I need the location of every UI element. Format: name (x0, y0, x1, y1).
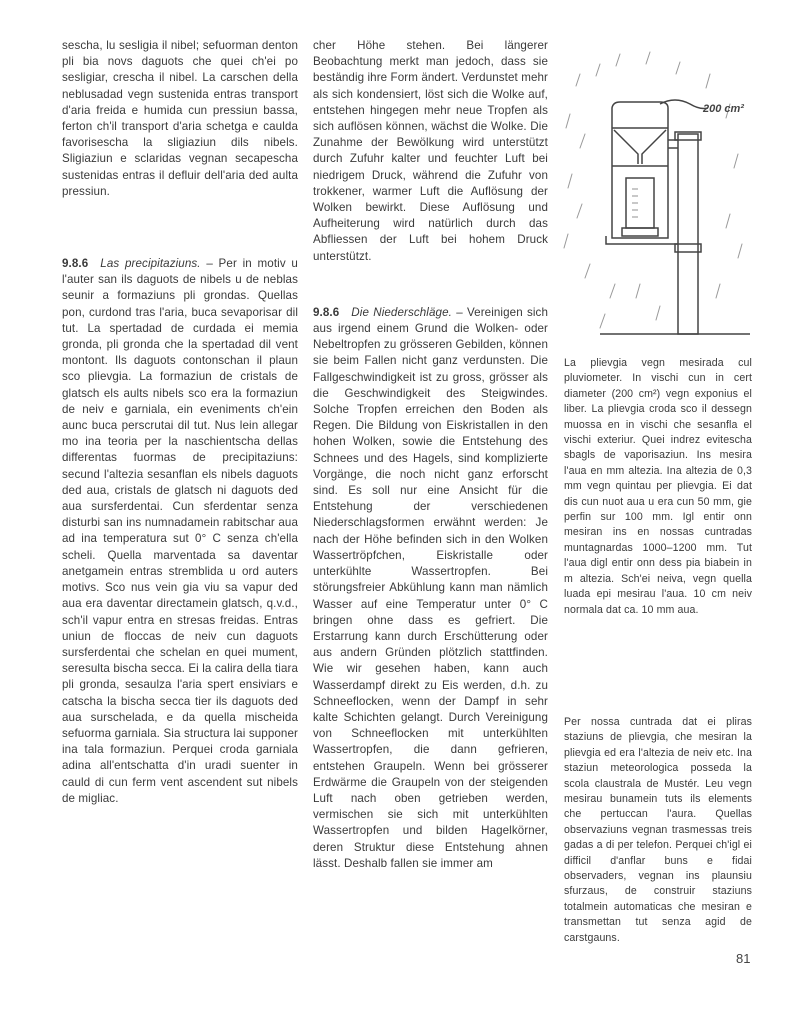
paragraph-clouds-german: cher Höhe stehen. Bei längerer Beobachtung merkt man jedoch, dass sie beständig ihre Form ändert. Verdunstet mehr als sich kondensiert, löst sich die Wolke auf, entstehen hingegen mehr neue Tropfen als sich auflösen können, wächst die Wolke. Die Zunahme der Bewölkung wird unterstützt durch Zufuhr kalter und feuchter Luft bei niedrigem Druck, während die Zufuhr von trokkener, warmer Luft die Auflösung der Wolken bewirkt. Diese Auflösung und Aufheiterung wird natürlich durch das Abfliessen der Luft bei hohem Druck unterstützt. (313, 39, 549, 263)
area-label: 200 cm² (703, 103, 744, 115)
figure-caption (564, 356, 752, 618)
sidebar-note (564, 715, 752, 946)
section-niederschlaege (313, 305, 548, 872)
section-body: – Per in motiv u l'auter san ils daguots de nibels u de neblas seunir a formaziuns pli grondas. Quellas pon, curdond tras l'aria, buca sevaporisar dil tut. La spertadad de curdada ei memia gronda, pli gronda che la spertadad dil vent montont. Ils daguots contonschan il plaun sco plievgia. La formaziun de cristals de glatsch els aults nibels sco era la formaziun de neiv e garniala, ein eveniments ch'ein aunc buca perscrutai dil tut. Nus lein allegar mo ina teoria per la naschientscha dellas differentas fuormas de precipitaziuns: secund l'altezia sesanflan els nibels daguots ded aua, cristals de glatsch ni daguots ded aua sursferdentai. Cun sferdentar senza disturbi san ins numnadamein rabitschar aua ad ina temperatura sut 0° C senza ch'ella scheli. Quella marventada sa daventar anetgamein entras stremblida u ord auters motivs. Sco nus vein gia viu sa vapur ded aua era daventar directamein glatsch, q.v.d., sch'il vapur entra en stresas freidas. Entras uniun de floccas de neiv cun daguots sursferdentai che schelan en quei mument, seresulta bischa secca. Ei la calira della tiara pli gronda, sesaulza l'aria spert ensiviars e catscha la bischa secca tier ils daguots ded aua surschelada, e da quella mischeida sefuorma garniala. Sia structura lai supponer ina tala formaziun. Perquei croda garniala adina all'entschatta d'in uradi suenter in cauld di cun ferm vent ascendent sut nibels de migliac. (62, 257, 298, 805)
section-number: 9.8.6 (62, 257, 89, 271)
section-body: – Vereinigen sich aus irgend einem Grund die Wolken- oder Nebeltropfen zu grösseren Gebilden, können sie beim Fallen nicht ganz verdunsten. Die Fallgeschwindigkeit ist zu gross, grösser als die Geschwindigkeit des Steigwindes. Solche Tropfen erreichen den Boden als Regen. Die Bildung von Eiskristallen in den hohen Wolken, sowie die Entstehung des Schnees und des Hagels, sind komplizierte Vorgänge, die noch nicht ganz erforscht sind. Es soll nur eine Ansicht für die Entstehung der verschiedenen Niederschlagsformen erwähnt werden: Je nach der Höhe befinden sich in den Wolken Wassertröpfchen, Eiskristalle oder unterkühlte Wassertropfen. Bei störungsfreier Abkühlung kann man nämlich Wasser auf eine Temperatur unter 0° C bringen ohne dass es gefriert. Die Erstarrung kann durch Erschütterung oder aus andern Gründen plötzlich stattfinden. Wie wir gesehen haben, kann auch Wasserdampf direkt zu Eis werden, d.h. zu Schneeflocken, wenn der Dampf in sehr kalte Schichten gelangt. Durch Vereinigung von Schneeflocken mit unterkühlten Wassertropfen, die dann gefrieren, entstehen Graupeln. Wenn bei grösserer Erdwärme die Graupeln von der steigenden Luft nach oben getrieben werden, vermischen sie sich mit unterkühlten Wassertropfen und bilden Hagelkörner, deren Struktur diese Entstehung ahnen lässt. Deshalb fallen sie immer am (313, 305, 548, 870)
sidebar-note-text: Per nossa cuntrada dat ei pliras staziuns de plievgia, che mesiran la plievgia ed era l'altezia de neiv etc. Ina staziun meteorologica posseda la scola claustrala de Mustér. Leu vegn mesirau bunamein tuts ils elements che pertuccan l'aura. Quellas observaziuns vegnan trasmessas treis gadas a di per telefon. Perquei ch'igl ei difficil d'anflar buns e fidai observaders, vegnan ins plaunsiu sfurzaus, de construir staziuns totalmein automaticas che mesiran e transmettan tut senza agid de carstgauns. (564, 716, 752, 944)
column-romansh (62, 38, 298, 807)
rain-gauge-illustration (560, 44, 750, 339)
section-title: Las precipitaziuns. (100, 257, 201, 271)
section-number: 9.8.6 (313, 305, 340, 319)
column-german (313, 38, 548, 872)
paragraph-clouds-romansh: sescha, lu sesligia il nibel; sefuorman denton pli bia novs daguots che quei ch'ei po sesligiar, crescha il nibel. La carschen della neblusadad vegn sustenida entras transport d'aria freida e humida cun pressiun bassa, ferton ch'il transport d'aria schetga e caulda favorisescha la sligiaziun dils nibels. Sligiaziun e sclaridas vegnan secapescha sustenidas entras il defluir dell'aria ded aulta pressiun. (62, 39, 298, 198)
page-number: 81 (736, 951, 751, 966)
section-precipitaziuns (62, 256, 298, 807)
section-title: Die Niederschläge. (351, 305, 452, 319)
rain-gauge-icon (560, 44, 750, 339)
caption-text: La plievgia vegn mesirada cul pluviometer. In vischi cun in cert diameter (200 cm²) vegn exponius el liber. La plievgia croda sco il dessegn muossa en in vischi che sesanfla el vischi exteriur. Quei indrez evitescha sbagls de vaporisaziun. Ins mesira l'aua en mm altezia. Ina altezia de 0,3 mm vegn quintau per plievgia. Ei dat dis cun nuot aua u era cun 50 mm, gie perfin sur 100 mm. Igl entir onn mesiran ins en nossas cuntradas muntagnardas 1000–1200 mm. Tut l'aua digl entir onn dess pia biabein in m altezia. Sch'ei neiva, vegn quella luada epi mesirau l'aua. 10 cm neiv normala dat ca. 10 mm aua. (564, 357, 752, 616)
